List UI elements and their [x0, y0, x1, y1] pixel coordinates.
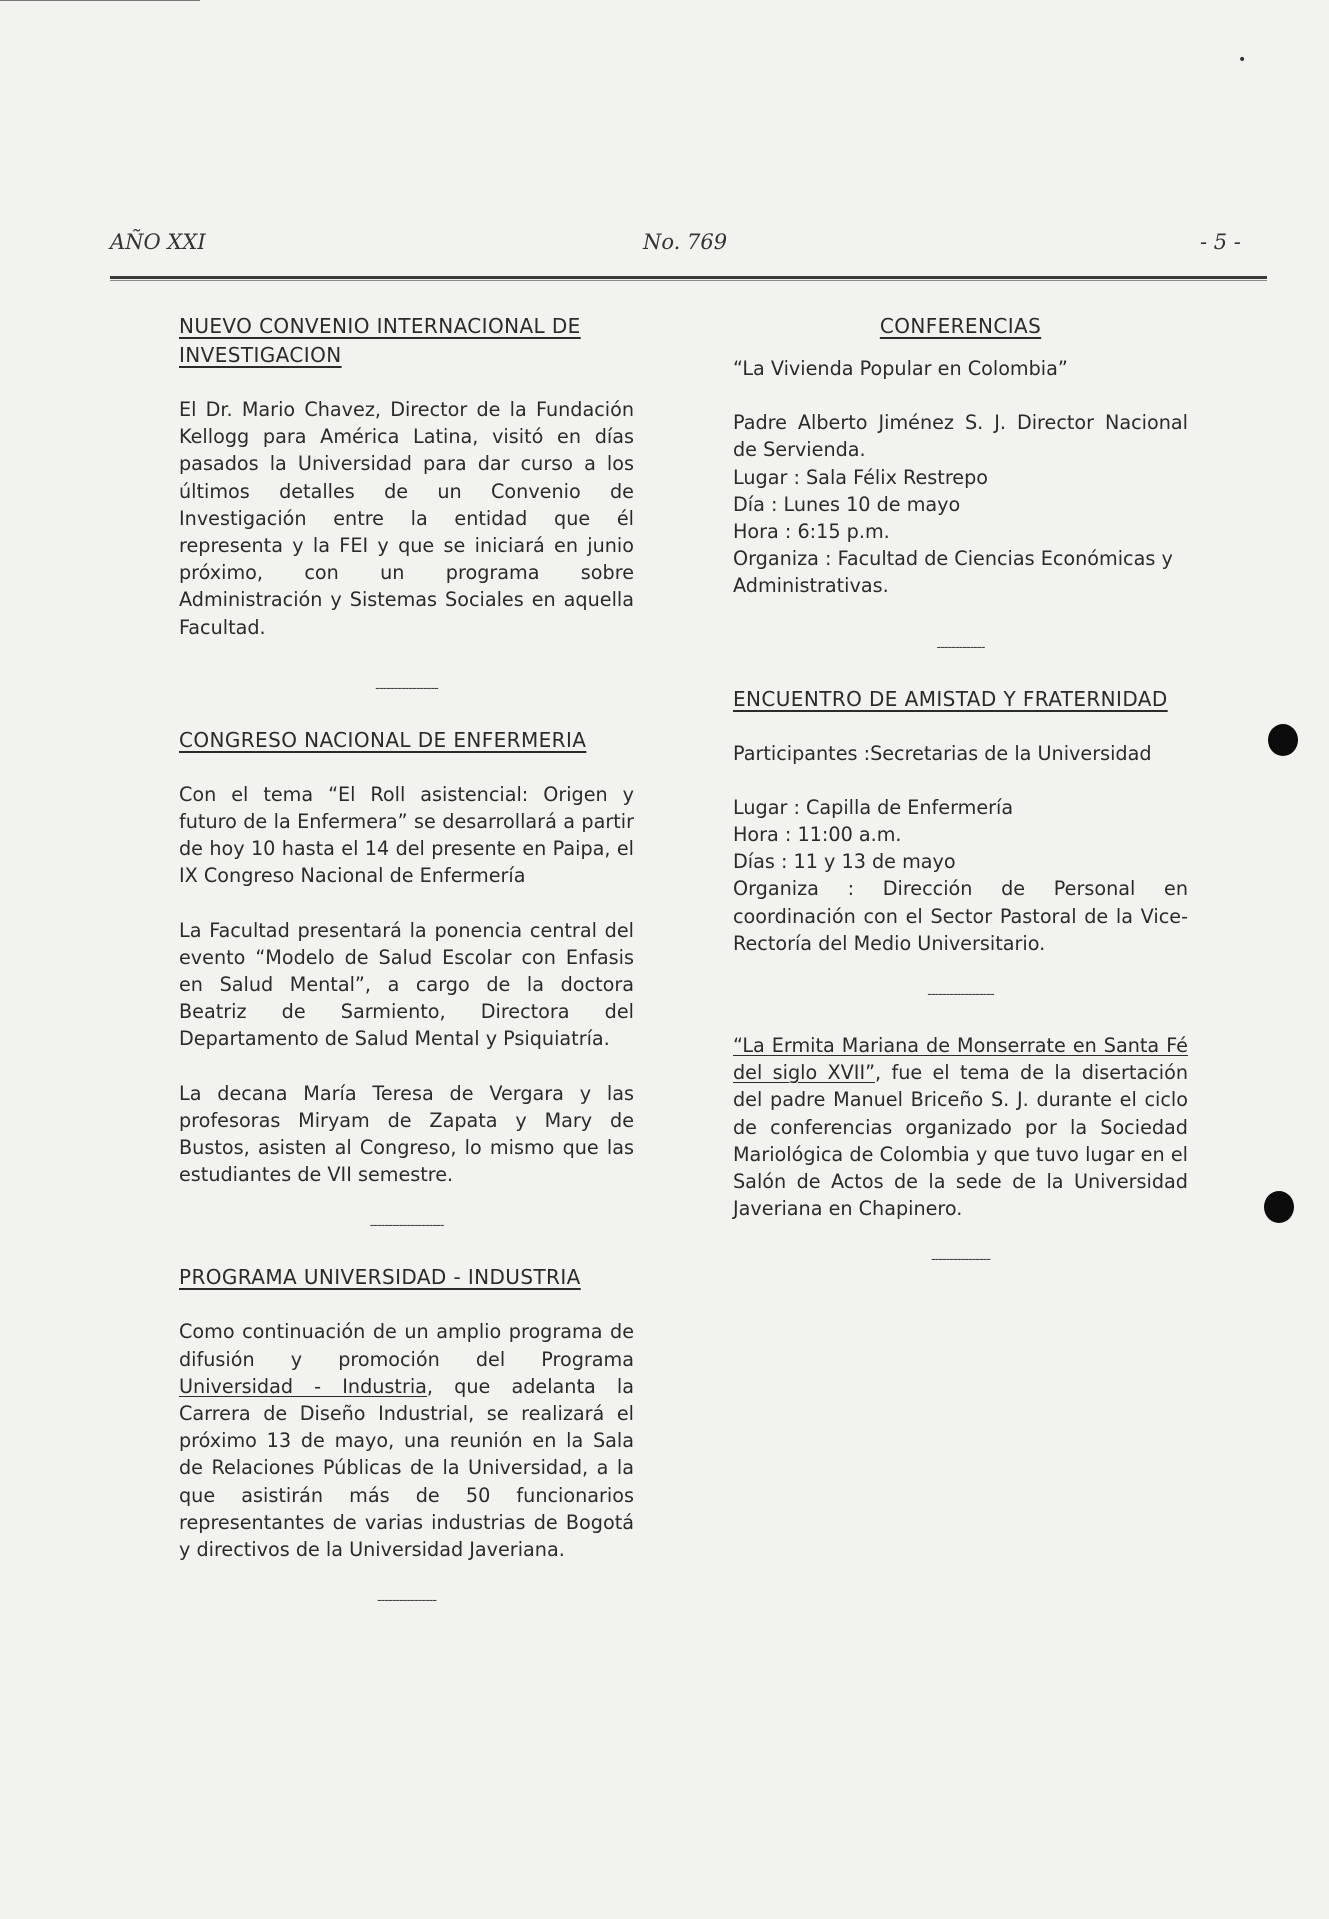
article-paragraph: La Facultad presentará la ponencia central del evento “Modelo de Salud Escolar con Enfasis en Salud Mental”, a cargo de la doctora Beatriz de Sarmiento, Directora del Departamento de Salud Mental y Psiquiatría. — [179, 918, 634, 1051]
article-programa — [179, 1263, 634, 1563]
article-ermita — [733, 1032, 1188, 1222]
conference-hora: Hora : 6:15 p.m. — [733, 520, 890, 544]
article-convenio — [179, 312, 634, 641]
article-encuentro — [733, 685, 1188, 957]
article-congreso — [179, 726, 634, 1189]
separator: ------------- — [936, 639, 985, 655]
article-paragraph: La decana María Teresa de Vergara y las profesoras Miryam de Zapata y Mary de Bustos, asisten al Congreso, lo mismo que las estudiantes de VII semestre. — [179, 1081, 634, 1187]
conference-organiza: Organiza : Facultad de Ciencias Económicas y Administrativas. — [733, 547, 1173, 598]
event-participantes: Participantes :Secretarias de la Universidad — [733, 741, 1152, 765]
conference-lugar: Lugar : Sala Félix Restrepo — [733, 465, 989, 489]
article-body — [179, 1318, 634, 1563]
body-text: , que adelanta la Carrera de Diseño Industrial, se realizará el próximo 13 de mayo, una reunión en la Sala de Relaciones Públicas de la Universidad, a la que asistirán más de 50 funcionarios representantes de varias industrias de Bogotá y directivos de la Universidad Javeriana. — [179, 1374, 634, 1562]
event-organiza: Organiza : Dirección de Personal en coordinación con el Sector Pastoral de la Vice-Rectoría del Medio Universitario. — [733, 877, 1188, 955]
lecture-title-underlined: “La Ermita Mariana de Monserrate en Santa Fé del siglo XVII” — [733, 1034, 1188, 1085]
separator: ----------------- — [375, 680, 438, 696]
event-dias: Días : 11 y 13 de mayo — [733, 850, 956, 874]
conference-speaker: Padre Alberto Jiménez S. J. Director Nacional de Servienda. — [733, 411, 1188, 462]
event-lugar: Lugar : Capilla de Enfermería — [733, 795, 1014, 819]
binder-hole — [1264, 1191, 1294, 1223]
article-body: El Dr. Mario Chavez, Director de la Fundación Kellogg para América Latina, visitó en días pasados la Universidad para dar curso a los últimos detalles de un Convenio de Investigación entre la entidad que él representa y la FEI y que se iniciará en junio próximo, con un programa sobre Administración y Sistemas Sociales en aquella Facultad. — [179, 398, 634, 639]
separator: ------------------ — [927, 987, 994, 1003]
right-column — [733, 312, 1188, 1297]
header-year: AÑO XXI — [110, 230, 206, 254]
conference-dia: Día : Lunes 10 de mayo — [733, 492, 961, 516]
left-column — [179, 312, 634, 1638]
header-rule — [110, 276, 1267, 279]
article-conferencias — [733, 312, 1188, 600]
article-title: CONGRESO NACIONAL DE ENFERMERIA — [179, 727, 587, 752]
article-title: PROGRAMA UNIVERSIDAD - INDUSTRIA — [179, 1265, 581, 1290]
separator: ---------------- — [376, 1593, 437, 1609]
article-title: CONFERENCIAS — [879, 314, 1042, 338]
article-title: ENCUENTRO DE AMISTAD Y FRATERNIDAD — [733, 686, 1168, 711]
article-paragraph: Con el tema “El Roll asistencial: Origen y futuro de la Enfermera” se desarrollará a partir de hoy 10 hasta el 14 del presente en Paipa, el IX Congreso Nacional de Enfermería — [179, 782, 634, 888]
program-name-underlined: Universidad - Industria — [179, 1374, 427, 1398]
separator: -------------------- — [369, 1218, 444, 1234]
header-rule-thin — [110, 280, 1267, 281]
conference-subtitle: “La Vivienda Popular en Colombia” — [733, 357, 1068, 380]
article-body — [733, 1032, 1188, 1222]
event-hora: Hora : 11:00 a.m. — [733, 823, 902, 847]
header-page-number: - 5 - — [1200, 230, 1241, 254]
separator: ---------------- — [930, 1252, 991, 1268]
body-text: Como continuación de un amplio programa de difusión y promoción del Programa — [179, 1320, 634, 1371]
header-issue: No. 769 — [643, 230, 728, 254]
scan-edge-line — [0, 0, 200, 1]
binder-hole — [1268, 724, 1298, 756]
article-title: NUEVO CONVENIO INTERNACIONAL DE INVESTIGACION — [179, 314, 581, 367]
scan-speck: • — [1238, 52, 1247, 68]
body-text: , fue el tema de la disertación del padre Manuel Briceño S. J. durante el ciclo de conferencias organizado por la Sociedad Mariológica de Colombia y que tuvo lugar en el Salón de Actos de la sede de la Universidad Javeriana en Chapinero. — [733, 1061, 1188, 1221]
